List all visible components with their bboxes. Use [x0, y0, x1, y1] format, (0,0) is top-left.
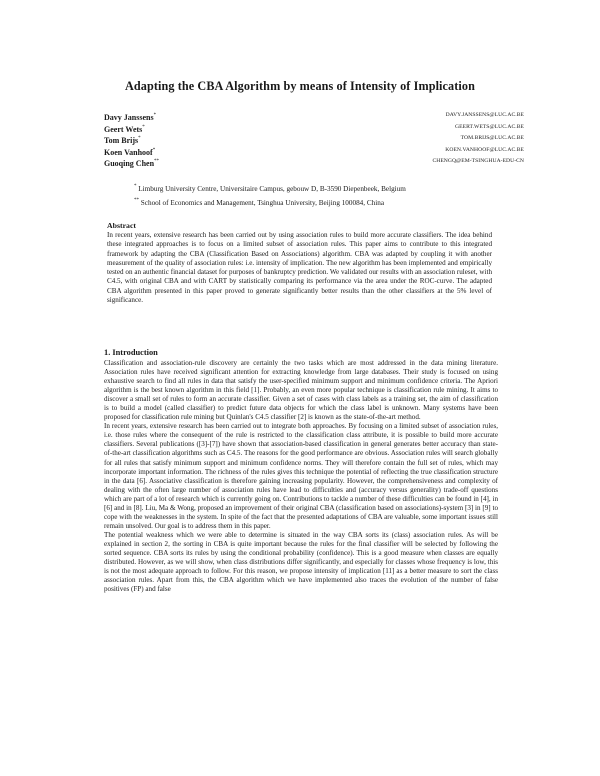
introduction-section: [104, 348, 498, 594]
author-email: DAVY.JANSSENS@LUC.AC.BE: [445, 112, 524, 118]
author-name: Koen Vanhoof*: [104, 147, 156, 157]
abstract-text: In recent years, extensive research has been carried out by using association rules to build more accurate classifiers. The idea behind these integrated approaches is to focus on a limited subset of association rules. This paper aims to contribute to this integrated framework by adapting the CBA (Classification Based on Associations) algorithm. CBA was adapted by coupling it with another measurement of the quality of association rules: i.e. intensity of implication. The new algorithm has been implemented and empirically tested on an authentic financial dataset for purposes of bankruptcy prediction. We validated our results with an association ruleset, with C4.5, with original CBA and with CART by statistically comparing its performance via the area under the ROC-curve. The adapted CBA algorithm presented in this paper proved to generate significantly better results than the other classifiers at the 5% level of significance.: [107, 231, 492, 305]
affiliation-line: ** School of Economics and Management, Tsinghua University, Beijing 100084, China: [134, 198, 385, 207]
author-row: [104, 133, 524, 145]
author-row: [104, 156, 524, 168]
affiliation-line: * Limburg University Centre, Universitaire Campus, gebouw D, B-3590 Diepenbeek, Belgium: [134, 184, 406, 193]
author-row: [104, 145, 524, 157]
author-name: Geert Wets*: [104, 124, 145, 134]
author-email: CHENGQ@EM-TSINGHUA-EDU-CN: [432, 158, 524, 165]
author-name: Davy Janssens*: [104, 113, 157, 122]
author-email: GEERT.WETS@LUC.AC.BE: [455, 123, 524, 130]
author-email: KOEN.VANHOOF@LUC.AC.BE: [445, 146, 524, 153]
author-name: Tom Brijs*: [104, 136, 141, 146]
body-paragraph: The potential weakness which we were able to determine is situated in the way CBA sorts its (class) association rules. As will be explained in section 2, the sorting in CBA is quite important because the rules for the final classifier will be selected by following the sorted sequence. CBA sorts its rules by using the conditional probability (confidence). This is a good measure when classes are equally distributed. However, as we will show, when class distributions differ significantly, and especially for classes whose frequency is low, this is not the most adequate approach to follow. For this reason, we propose intensity of implication [11] as a better measure to sort the class association rules. Apart from this, the CBA algorithm which we have implemented also traces the evolution of the number of false positives (FP) and false: [104, 530, 498, 594]
author-email: TOM.BRIJS@LUC.AC.BE: [460, 135, 524, 142]
author-row: [104, 110, 524, 122]
abstract-block: [107, 221, 492, 305]
body-paragraph: Classification and association-rule discovery are certainly the two tasks which are most addressed in the data mining literature. Association rules have received significant attention for extracting knowledge from large databases. Their study is focused on using exhaustive search to find all rules in data that satisfy the user-specified minimum support and minimum confidence criteria. The Apriori algorithm is the best known algorithm in this field [1]. Probably, an even more popular technique is classification rule mining. It aims to discover a small set of rules to form an accurate classifier. Given a set of cases with class labels as a training set, the aim of classification is to build a model (called classifier) to predict future data objects for which the class label is unknown. Many systems have been proposed for classification rule mining but Quinlan's C4.5 classifier [2] is known as the state-of-the-art method.: [104, 359, 498, 422]
paper-title: Adapting the CBA Algorithm by means of Intensity of Implication: [125, 79, 475, 93]
author-list: [104, 110, 524, 168]
author-name: Guoqing Chen**: [104, 159, 160, 169]
abstract-heading: Abstract: [107, 221, 137, 230]
section-heading: 1. Introduction: [104, 348, 158, 357]
body-paragraph: In recent years, extensive research has been carried out to integrate both approaches. By focusing on a limited subset of association rules, i.e. those rules where the consequent of the rule is restricted to the classification class attribute, it is possible to build more accurate classifiers. Several publications ([3]-[7]) have shown that association-based classification in general generates better accuracy than state-of-the-art classification algorithms such as C4.5. The reasons for the good performance are obvious. Association rules will search globally for all rules that satisfy minimum support and minimum confidence norms. They will therefore contain the full set of rules, which may incorporate important information. The richness of the rules gives this technique the potential of reflecting the true classification structure in the data [6]. Associative classification is therefore gaining increasing popularity. However, the comprehensiveness and complexity of dealing with the often large number of association rules have lead to difficulties and (accuracy versus generality) trade-off questions which are part of a lot of research which is currently going on. Contributions to tackle a number of these difficulties can be found in [4], in [6] and in [8]. Liu, Ma & Wong, proposed an improvement of their original CBA (classification based on associations)-system [3] in [9] to cope with the weaknesses in the system. In spite of the fact that the presented adaptations of CBA are valuable, some important issues still remain unsolved. Our goal is to address them in this paper.: [104, 422, 498, 530]
author-row: [104, 122, 524, 134]
affiliations: [134, 181, 494, 209]
